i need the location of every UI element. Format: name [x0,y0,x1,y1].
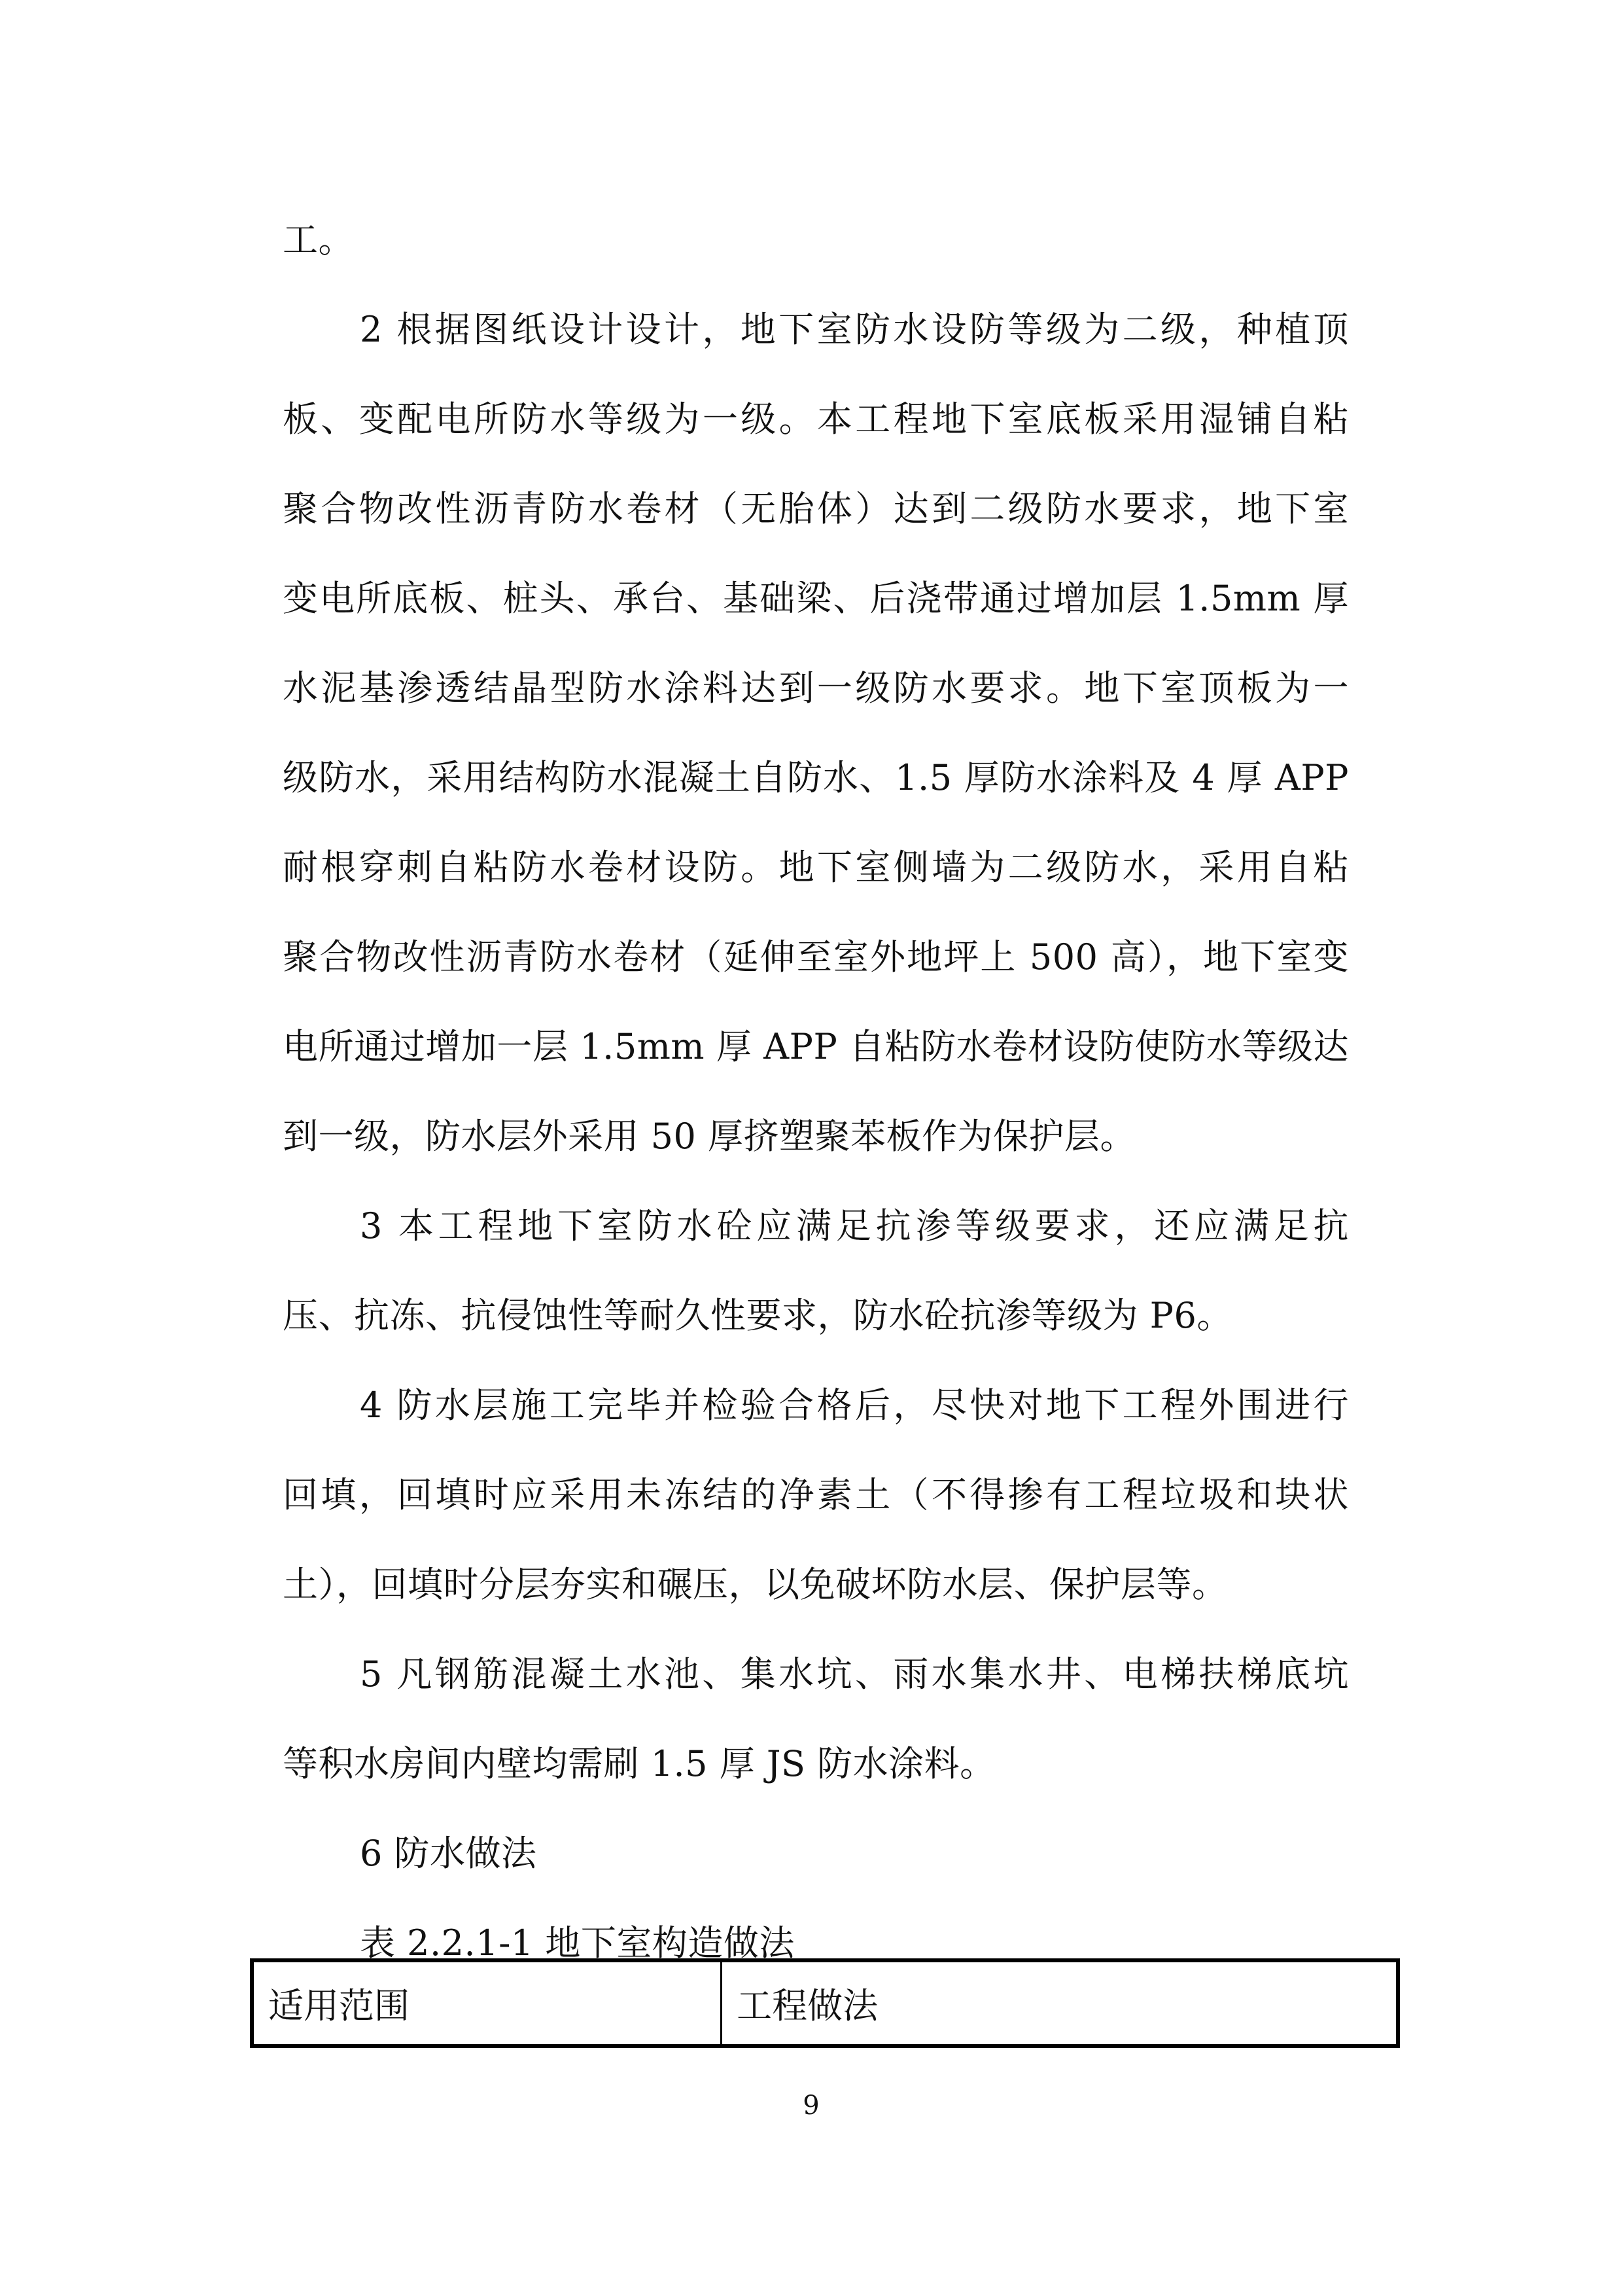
table-caption: 表 2.2.1-1 地下室构造做法 [360,1922,795,1964]
text-line-11: 到一级，防水层外采用 50 厚挤塑聚苯板作为保护层。 [283,1116,1136,1157]
text-line-12: 3 本工程地下室防水砼应满足抗渗等级要求，还应满足抗 [360,1205,1349,1246]
text-line-5: 变电所底板、桩头、承台、基础梁、后浇带通过增加层 1.5mm 厚 [283,578,1349,619]
table-header-scope: 适用范围 [252,1960,722,2046]
construction-table [250,1958,1400,2048]
text-line-1: 工。 [283,219,354,260]
text-line-2: 2 根据图纸设计设计，地下室防水设防等级为二级，种植顶 [360,309,1349,350]
text-line-6: 水泥基渗透结晶型防水涂料达到一级防水要求。地下室顶板为一 [283,667,1349,709]
text-line-13: 压、抗冻、抗侵蚀性等耐久性要求，防水砼抗渗等级为 P6。 [283,1295,1232,1336]
text-line-18: 等积水房间内壁均需刷 1.5 厚 JS 防水涂料。 [283,1743,996,1784]
text-line-14: 4 防水层施工完毕并检验合格后，尽快对地下工程外围进行 [360,1385,1349,1426]
text-line-15: 回填，回填时应采用未冻结的净素土（不得掺有工程垃圾和块状 [283,1474,1349,1515]
text-line-17: 5 凡钢筋混凝土水池、集水坑、雨水集水井、电梯扶梯底坑 [360,1653,1349,1695]
page-number: 9 [803,2091,820,2121]
body-text [283,195,1349,1988]
construction-table-grid [250,1958,1400,2048]
text-line-16: 土），回填时分层夯实和碾压，以免破坏防水层、保护层等。 [283,1564,1228,1605]
text-line-7: 级防水，采用结构防水混凝土自防水、1.5 厚防水涂料及 4 厚 APP [283,757,1349,798]
text-line-8: 耐根穿刺自粘防水卷材设防。地下室侧墙为二级防水，采用自粘 [283,847,1349,888]
table-header-method: 工程做法 [722,1960,1398,2046]
text-line-9: 聚合物改性沥青防水卷材（延伸至室外地坪上 500 高），地下室变 [283,936,1349,978]
text-line-10: 电所通过增加一层 1.5mm 厚 APP 自粘防水卷材设防使防水等级达 [283,1026,1349,1067]
text-line-4: 聚合物改性沥青防水卷材（无胎体）达到二级防水要求，地下室 [283,488,1349,529]
table-header-row [252,1960,1398,2046]
text-line-19: 6 防水做法 [360,1833,537,1874]
text-line-3: 板、变配电所防水等级为一级。本工程地下室底板采用湿铺自粘 [283,398,1349,440]
